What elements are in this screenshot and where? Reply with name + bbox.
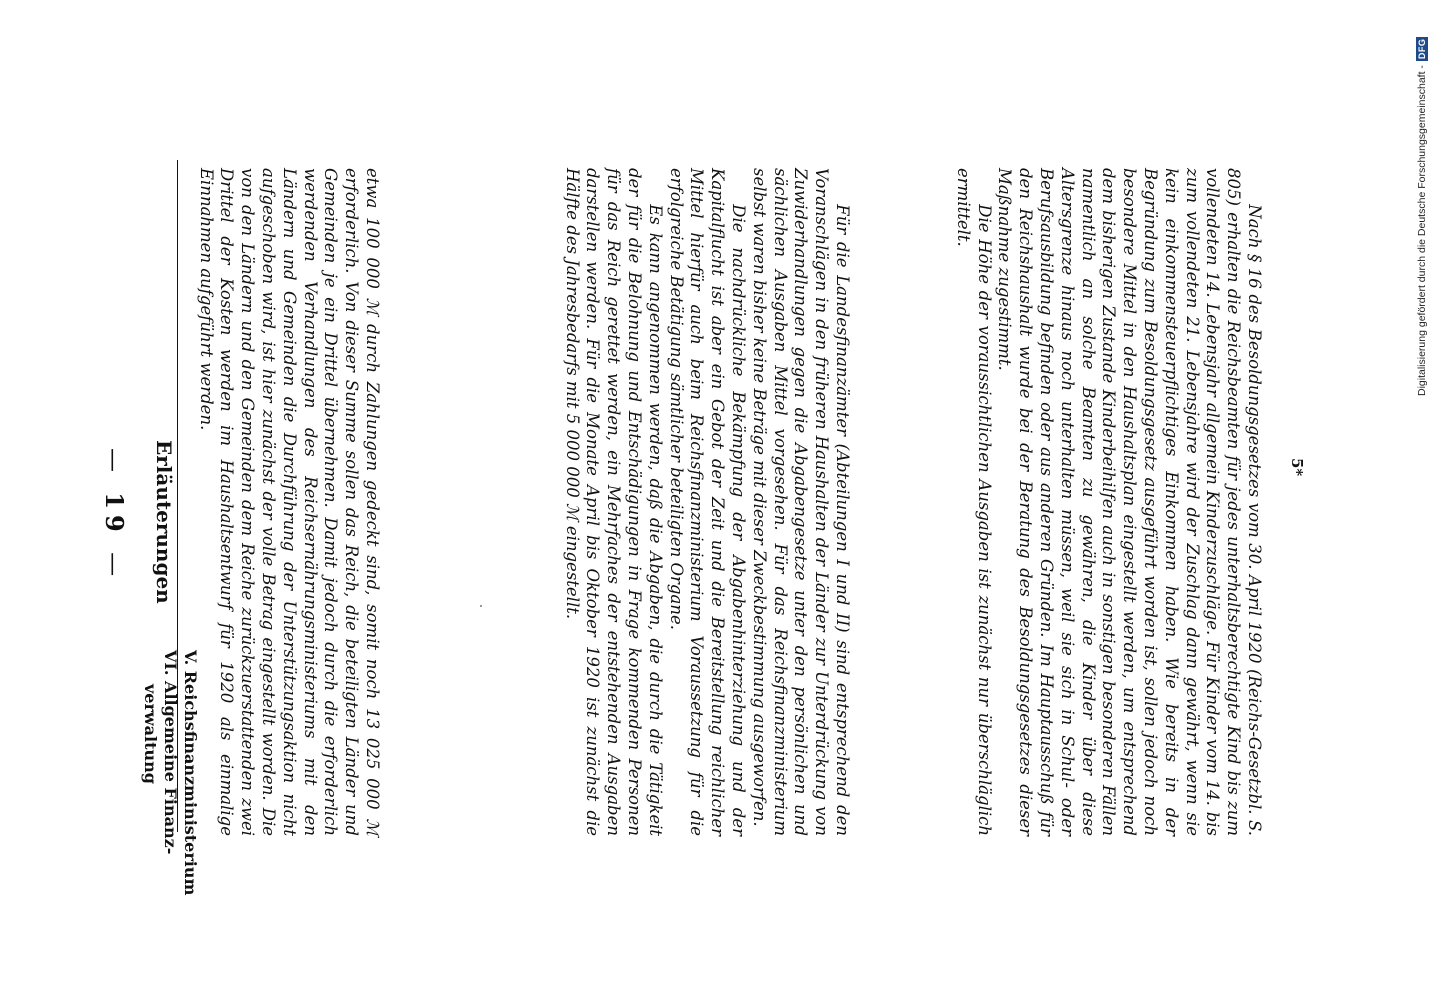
dfg-logo-icon: DFG [1417, 38, 1427, 60]
digitization-credit [1413, 8, 1431, 396]
ministry-heading-line-3: verwaltung [141, 684, 160, 784]
text-section-2 [561, 168, 852, 836]
page-number [100, 445, 129, 585]
page-number-dash-right: — [100, 552, 128, 583]
paragraph: Die Höhe der voraussichtlichen Ausgaben ist zunächst nur überschläglich ermittelt. [953, 168, 994, 836]
page-number-value: 19 [100, 492, 129, 538]
ministry-heading [140, 650, 200, 896]
text-section-1 [195, 168, 382, 836]
section-heading: Erläuterungen [152, 440, 176, 604]
paragraph: etwa 100 000 ℳ durch Zahlungen gedeckt sind, somit noch 13 025 000 ℳ erforderlich. Von dieser Summe sollen das Reich, die beteiligten Länder und Gemeinden je ein Drittel übernehmen. Damit jedoch durch die erforderlich werdenden Verhandlungen des Reichsernährungsministeriums mit den Ländern und Gemeinden die Durchführung der Unterstützungsaktion nicht aufgeschoben wird, ist hier zunächst der volle Betrag eingestellt worden. Die von den Ländern und den Gemeinden dem Reiche zurückzuerstattenden zwei Drittel der Kosten werden im Haushaltsentwurf für 1920 als einmalige Einnahmen aufgeführt werden. [196, 168, 382, 836]
credit-text: Digitalisierung gefördert durch die Deutsche Forschungsgemeinschaft - [1416, 65, 1428, 396]
text-section-3 [952, 168, 1264, 836]
scan-speck [480, 605, 482, 607]
ministry-heading-line-1: V. Reichsfinanzministerium [181, 650, 200, 896]
sheet-number: 5* [1288, 458, 1306, 477]
header-divider [177, 160, 178, 832]
page-number-dash-left: — [100, 447, 128, 478]
paragraph: Nach § 16 des Besoldungsgesetzes vom 30. April 1920 (Reichs-Gesetzbl. S. 805) erhalten die Reichsbeamten für jedes unterhaltsberechtigte Kind bis zum vollendeten 14. Lebensjahr allgemein Kinderzuschläge. Für Kinder vom 14. bis zum vollendeten 21. Lebensjahre wird der Zuschlag dann gewährt, wenn sie kein einkommensteuerpflichtiges Einkommen haben. Wie bereits in der Begründung zum Besoldungsgesetz ausgeführt worden ist, sollen jedoch noch besondere Mittel in den Haushaltsplan eingestellt werden, um entsprechend dem bisherigen Zustande Kinderbeihilfen auch in sonstigen besonderen Fällen namentlich an solche Beamten zu gewähren, die Kinder über diese Altersgrenze hinaus noch unterhalten müssen, weil sie sich in Schul- oder Berufsausbildung befinden oder aus anderen Gründen. Im Hauptausschuß für den Reichshaushalt wurde bei der Beratung des Besoldungsgesetzes dieser Maßnahme zugestimmt. [995, 168, 1264, 836]
paragraph: Für die Landesfinanzämter (Abteilungen I und II) sind entsprechend den Voranschlägen in den früheren Haushalten der Länder zur Unterdrückung von Zuwiderhandlungen gegen die Abgabengesetze unter den persönlichen und sächlichen Ausgaben Mittel vorgesehen. Für das Reichsfinanzministerium selbst waren bisher keine Beträge mit dieser Zweckbestimmung ausgeworfen. [749, 168, 852, 836]
paragraph: Es kann angenommen werden, daß die Abgaben, die durch die Tätigkeit der für die Belohnung und Entschädigungen in Frage kommenden Personen für das Reich gerettet werden, ein Mehrfaches der entstehenden Ausgaben darstellen werden. Für die Monate April bis Oktober 1920 ist zunächst die Hälfte des Jahresbedarfs mit 5 000 000 ℳ eingestellt. [562, 168, 665, 836]
paragraph: Die nachdrückliche Bekämpfung der Abgabenhinterziehung und der Kapitalflucht ist aber ein Gebot der Zeit und die Bereitstellung reichlicher Mittel hierfür auch beim Reichsfinanzministerium Voraussetzung für die erfolgreiche Betätigung sämtlicher beteiligten Organe. [666, 168, 749, 836]
ministry-heading-line-2: VI. Allgemeine Finanz- [161, 650, 180, 855]
